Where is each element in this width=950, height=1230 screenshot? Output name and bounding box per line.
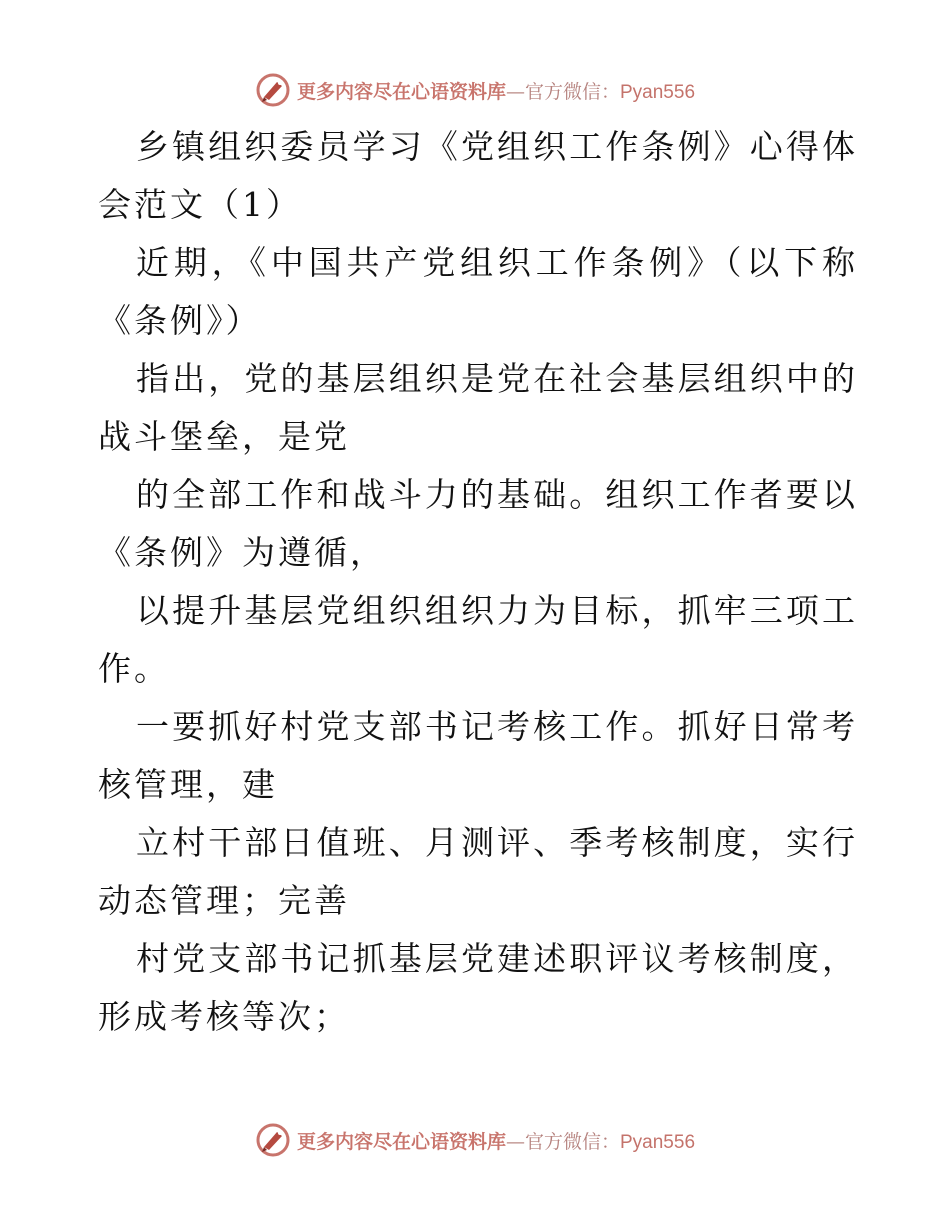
pen-logo-icon — [255, 1122, 291, 1158]
pen-logo-icon — [255, 72, 291, 108]
paragraph: 立村干部日值班、月测评、季考核制度，实行动态管理；完善 — [98, 823, 858, 920]
paragraph: 村党支部书记抓基层党建述职评议考核制度，形成考核等次； — [98, 939, 858, 1036]
footer-watermark — [0, 1120, 950, 1160]
watermark-label: 官方微信： — [524, 1130, 620, 1153]
watermark-dash: — — [505, 1130, 525, 1153]
paragraph: 近期，《中国共产党组织工作条例》（以下称《条例》） — [98, 243, 858, 340]
paragraph: 以提升基层党组织组织力为目标，抓牢三项工作。 — [98, 591, 858, 688]
document-body — [98, 118, 858, 1046]
watermark-text — [297, 1127, 695, 1154]
watermark-id: Pyan556 — [620, 81, 696, 103]
watermark-text — [297, 77, 695, 104]
paragraph: 一要抓好村党支部书记考核工作。抓好日常考核管理，建 — [98, 707, 858, 804]
watermark-label: 官方微信： — [524, 80, 620, 103]
watermark-dash: — — [505, 80, 525, 103]
header-watermark — [0, 70, 950, 110]
watermark-brand: 更多内容尽在心语资料库 — [296, 80, 506, 103]
watermark-id: Pyan556 — [620, 1131, 696, 1153]
paragraph: 的全部工作和战斗力的基础。组织工作者要以《条例》为遵循， — [98, 475, 858, 572]
paragraph: 指出，党的基层组织是党在社会基层组织中的战斗堡垒，是党 — [98, 359, 858, 456]
watermark-brand: 更多内容尽在心语资料库 — [296, 1130, 506, 1153]
document-title: 乡镇组织委员学习《党组织工作条例》心得体会范文（1） — [98, 127, 858, 224]
